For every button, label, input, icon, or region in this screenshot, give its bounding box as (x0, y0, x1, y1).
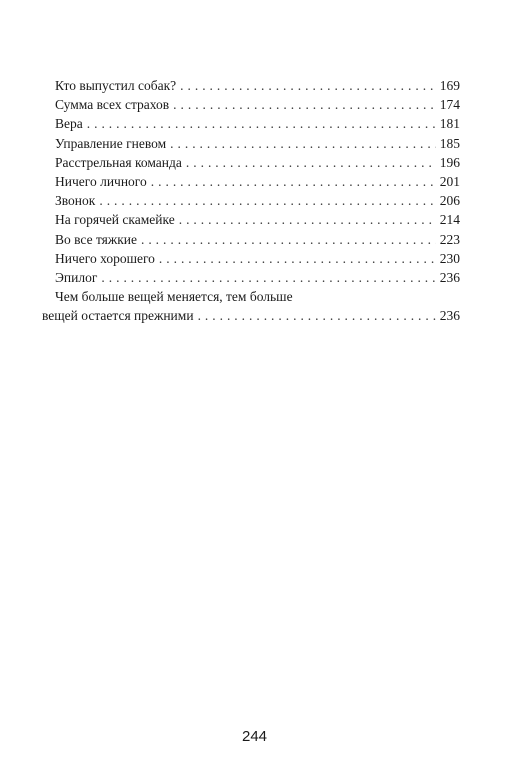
toc-entry (42, 268, 460, 287)
toc-entry-multiline (42, 287, 460, 325)
dot-leader (159, 249, 436, 268)
toc-entry-page: 223 (439, 231, 460, 247)
table-of-contents (42, 76, 460, 325)
toc-entry-title: Звонок (55, 193, 96, 209)
page-number: 244 (241, 728, 268, 745)
toc-entry-page: 174 (439, 97, 460, 113)
toc-entry-title: Управление гневом (55, 135, 167, 151)
toc-entry-page: 236 (439, 308, 460, 324)
toc-entry (42, 230, 460, 249)
toc-entry-title: Ничего хорошего (55, 250, 155, 266)
toc-entry (42, 76, 460, 95)
toc-entry-title: Вера (55, 116, 83, 132)
toc-entry-page: 169 (439, 78, 460, 93)
toc-entry (42, 210, 460, 229)
toc-entry-title: Ничего личного (55, 173, 147, 189)
dot-leader (141, 230, 436, 249)
toc-entry (42, 172, 460, 191)
dot-leader (198, 306, 436, 325)
toc-entry-title-line2: вещей остается прежними (42, 308, 194, 324)
dot-leader (186, 153, 436, 172)
toc-entry-page: 214 (439, 212, 460, 228)
toc-entry-title: Кто выпустил собак? (55, 78, 177, 93)
toc-entry-page: 230 (439, 250, 460, 266)
dot-leader (87, 114, 436, 133)
toc-entry (42, 95, 460, 114)
toc-entry-page: 206 (439, 193, 460, 209)
toc-entry (42, 114, 460, 133)
toc-entry-page: 196 (439, 154, 460, 170)
toc-entry-title-line1: Чем больше вещей меняется, тем больше (55, 289, 293, 305)
toc-entry-title: Сумма всех страхов (55, 97, 170, 113)
toc-entry (42, 249, 460, 268)
toc-entry-page: 185 (439, 135, 460, 151)
toc-entry-line2 (42, 306, 460, 325)
toc-entry-title: Эпилог (55, 269, 98, 285)
toc-entry (42, 153, 460, 172)
toc-entry (42, 191, 460, 210)
toc-entry-page: 181 (439, 116, 460, 132)
toc-entry-title: Во все тяжкие (55, 231, 137, 247)
dot-leader (99, 191, 435, 210)
dot-leader (170, 134, 436, 153)
dot-leader (173, 95, 436, 114)
toc-entry-page: 236 (439, 269, 460, 285)
toc-entry-page: 201 (439, 173, 460, 189)
toc-entry (42, 134, 460, 153)
dot-leader (179, 210, 436, 229)
toc-entry-title: На горячей скамейке (55, 212, 175, 228)
dot-leader (101, 268, 435, 287)
toc-entry-title: Расстрельная команда (55, 154, 182, 170)
dot-leader (180, 76, 436, 95)
dot-leader (151, 172, 436, 191)
